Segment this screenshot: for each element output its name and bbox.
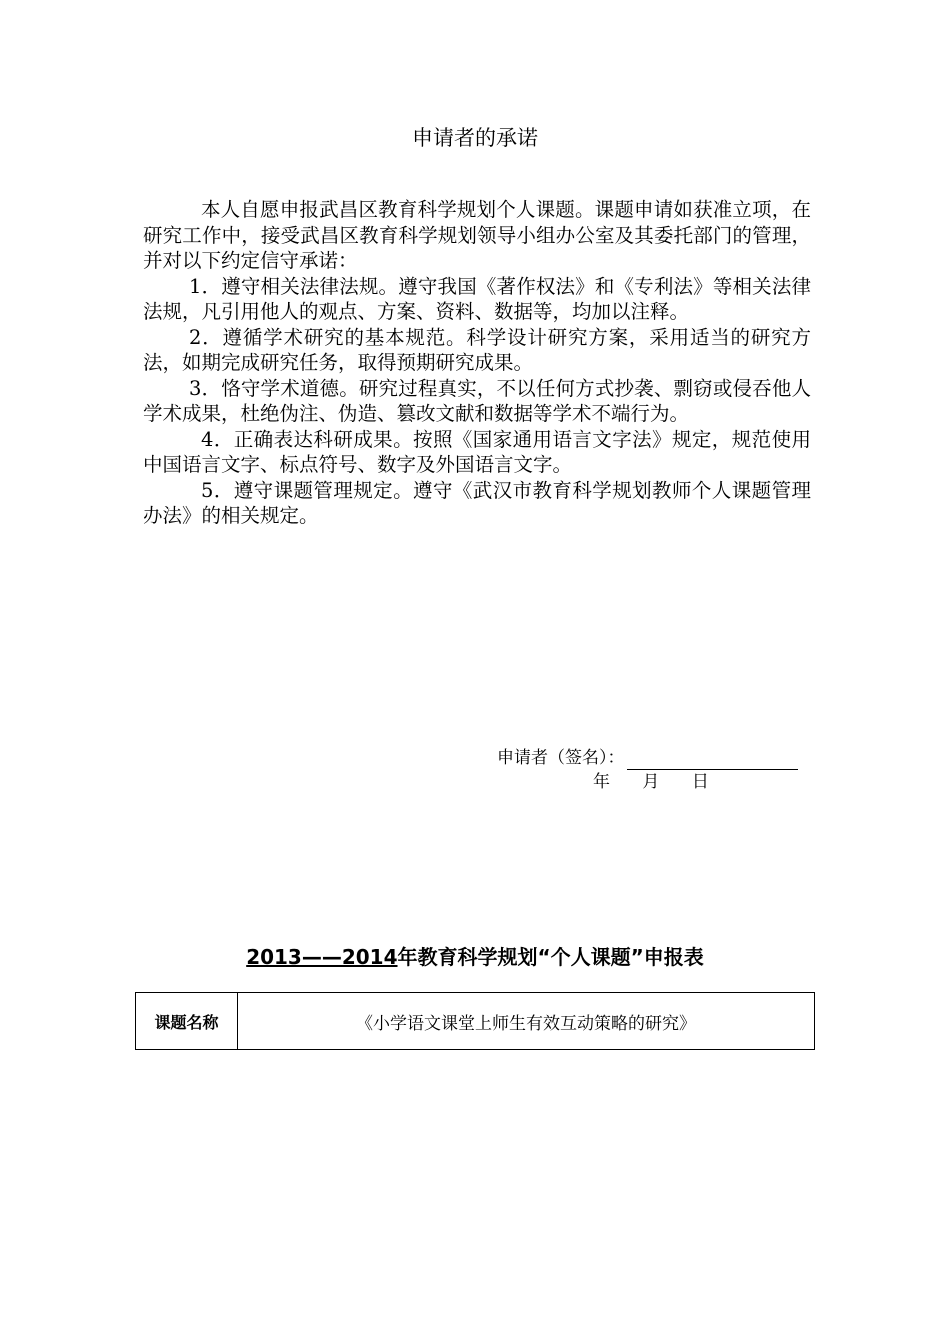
signature-line[interactable] <box>627 751 798 770</box>
pledge-item-1: 1．遵守相关法律法规。遵守我国《著作权法》和《专利法》等相关法律法规，凡引用他人的观点、方案、资料、数据等，均加以注释。 <box>143 274 811 323</box>
form-title-years: 2013——2014 <box>246 945 398 969</box>
application-form-table <box>135 992 815 1050</box>
pledge-item-4: 4．正确表达科研成果。按照《国家通用语言文字法》规定，规范使用中国语言文字、标点符号、数字及外国语言文字。 <box>143 427 811 476</box>
pledge-body <box>143 197 811 529</box>
signature-label: 申请者（签名）： <box>497 748 625 768</box>
signature-block <box>497 746 817 770</box>
pledge-title: 申请者的承诺 <box>412 126 538 150</box>
pledge-intro: 本人自愿申报武昌区教育科学规划个人课题。课题申请如获准立项，在研究工作中，接受武昌区教育科学规划领导小组办公室及其委托部门的管理，并对以下约定信守承诺： <box>143 198 811 272</box>
pledge-item-5: 5．遵守课题管理规定。遵守《武汉市教育科学规划教师个人课题管理办法》的相关规定。 <box>143 478 811 527</box>
form-title <box>0 944 950 970</box>
topic-name-value[interactable]: 《小学语文课堂上师生有效互动策略的研究》 <box>238 993 815 1050</box>
topic-name-label: 课题名称 <box>136 993 238 1050</box>
signature-date: 年 月 日 <box>593 772 709 792</box>
table-row <box>136 993 815 1050</box>
form-title-text: 年教育科学规划“个人课题”申报表 <box>397 945 704 969</box>
pledge-item-3: 3．恪守学术道德。研究过程真实，不以任何方式抄袭、剽窃或侵吞他人学术成果，杜绝伪注、伪造、篡改文献和数据等学术不端行为。 <box>143 376 811 425</box>
pledge-item-2: 2．遵循学术研究的基本规范。科学设计研究方案，采用适当的研究方法，如期完成研究任务，取得预期研究成果。 <box>143 325 811 374</box>
